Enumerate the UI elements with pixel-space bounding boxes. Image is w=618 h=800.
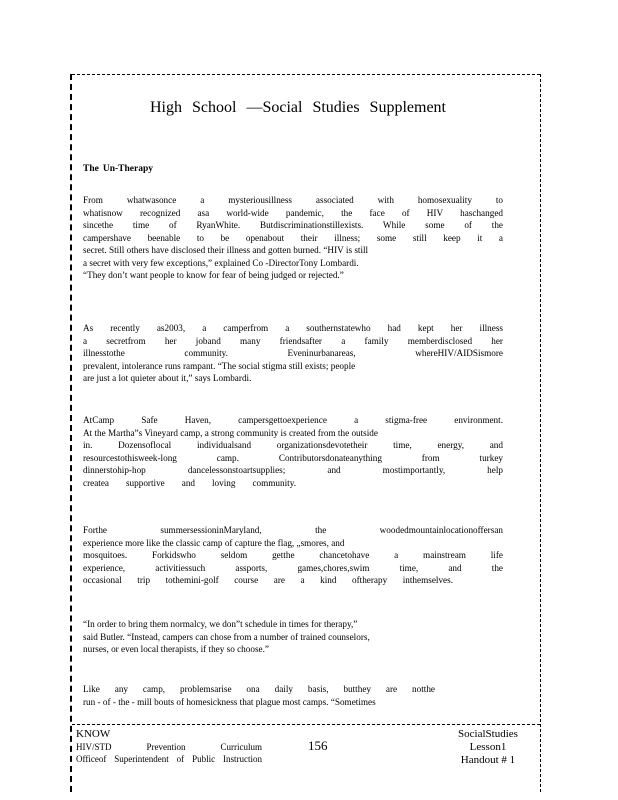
paragraph: [83, 194, 503, 282]
paragraph-line: a secretfrom her joband many friendsafter a family memberdisclosed her: [83, 335, 503, 346]
paragraph: [83, 683, 503, 708]
paragraph-line: mosquitoes. Forkidswho seldom getthe chancetohave a mainstream life: [83, 550, 503, 560]
paragraph-line: “In order to bring them normalcy, we don”t schedule in times for therapy,”: [83, 619, 358, 629]
page-title: High School —Social Studies Supplement: [150, 99, 446, 116]
paragraph-line: experience more like the classic camp of capture the flag, „smores, and: [83, 537, 345, 548]
page-frame-left: [70, 74, 72, 792]
footer-know: KNOW: [76, 728, 111, 740]
paragraph-line: AtCamp Safe Haven, campersgettoexperience a stigma-free environment.: [83, 415, 503, 425]
paragraph-line: sincethe time of RyanWhite. Butdiscriminationstillexists. While some of the: [83, 220, 503, 230]
paragraph: [83, 322, 503, 385]
paragraph-line: occasional trip tothemini-golf course are a kind oftherapy inthemselves.: [83, 575, 453, 585]
paragraph-line: experience, activitiessuch assports, games,chores,swim time, and the: [83, 562, 503, 573]
paragraph-line: campershave beenable to be openabout their illness; some still keep it a: [83, 232, 503, 243]
paragraph-line: From whatwasonce a mysteriousillness associated with homosexuality to: [83, 195, 503, 205]
paragraph-line: prevalent, intolerance runs rampant. “The social stigma still exists; people: [83, 360, 356, 371]
paragraph-line: nurses, or even local therapists, if they so choose.”: [83, 644, 269, 654]
paragraph-line: dinnerstohip-hop dancelessonstoartsupplies; and mostimportantly, help: [83, 465, 503, 475]
paragraph-line: createa supportive and loving community.: [83, 477, 296, 488]
footer-right: [440, 728, 536, 767]
paragraph-line: in. Dozensoflocal individualsand organizationsdevotetheir time, energy, and: [83, 440, 503, 450]
footer-lesson: Lesson1: [469, 741, 507, 753]
paragraph-line: said Butler. “Instead, campers can chose from a number of trained counselors,: [83, 631, 370, 642]
footer-office: Officeof Superintendent of Public Instruction: [76, 754, 262, 764]
paragraph-line: Like any camp, problemsarise ona daily basis, butthey are notthe: [83, 684, 435, 694]
footer-curriculum: HIV/STD Prevention Curriculum: [76, 742, 262, 752]
paragraph-line: As recently as2003, a camperfrom a southernstatewho had kept her illness: [83, 323, 503, 333]
paragraph-line: secret. Still others have disclosed their illness and gotten burned. “HIV is still: [83, 245, 369, 255]
paragraph: [83, 618, 503, 656]
footer-rule: [72, 724, 540, 725]
paragraph-line: resourcestothisweek-long camp. Contributorsdonateanything from turkey: [83, 452, 503, 463]
paragraph-line: Forthe summersessioninMaryland, the woodedmountainlocationoffersan: [83, 525, 503, 535]
footer-subject: SocialStudies: [458, 728, 518, 740]
footer-handout: Handout # 1: [460, 754, 516, 766]
section-heading: The Un-Therapy: [83, 164, 153, 174]
footer-left: [76, 728, 262, 765]
paragraph-line: whatisnow recognized asa world-wide pandemic, the face of HIV haschanged: [83, 207, 503, 218]
paragraph-line: illnesstothe community. Eveninurbanareas, whereHIV/AIDSismore: [83, 348, 503, 358]
page-frame-right: [540, 74, 541, 792]
page-frame-top: [72, 74, 540, 75]
paragraph-line: “They don’t want people to know for fear of being judged or rejected.”: [83, 270, 344, 280]
paragraph-line: run - of - the - mill bouts of homesickness that plague most camps. “Sometimes: [83, 696, 376, 707]
page-number: 156: [308, 738, 328, 753]
paragraph-line: At the Martha”s Vineyard camp, a strong community is created from the outside: [83, 427, 378, 438]
paragraph-line: a secret with very few exceptions,” explained Co -DirectorTony Lombardi.: [83, 257, 359, 268]
paragraph-line: are just a lot quieter about it,” says Lombardi.: [83, 373, 252, 383]
paragraph: [83, 524, 503, 587]
paragraph: [83, 414, 503, 489]
